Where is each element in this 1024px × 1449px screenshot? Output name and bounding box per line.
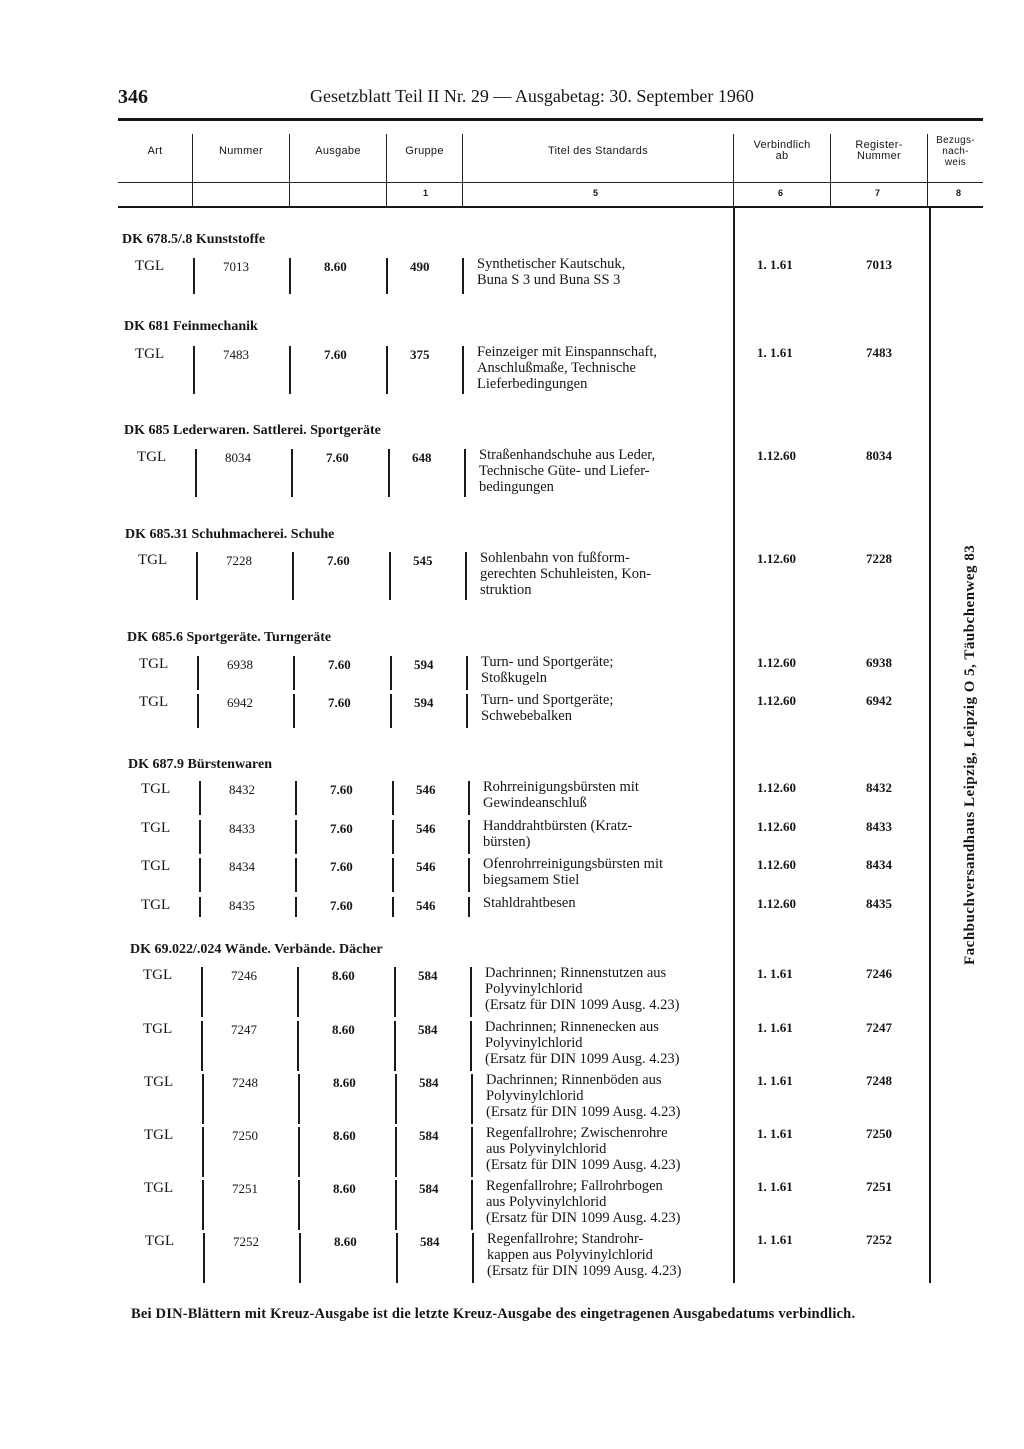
column-number-titel: 5 bbox=[593, 188, 599, 198]
column-header-bezugsnachweis: Bezugs- nach- weis bbox=[936, 134, 975, 168]
section-title: DK 687.9 Bürstenwaren bbox=[128, 757, 273, 772]
publisher-imprint: Fachbuchversandhaus Leipzig, Leipzig O 5, Täubchenweg 83 bbox=[962, 544, 978, 965]
cell-art: TGL bbox=[143, 1021, 173, 1037]
column-header-nummer: Nummer bbox=[219, 144, 263, 157]
cell-art: TGL bbox=[144, 1074, 174, 1090]
cell-ausgabe: 8.60 bbox=[333, 1075, 356, 1090]
row-bar bbox=[386, 258, 388, 294]
cell-titel: Dachrinnen; Rinnenstutzen aus Polyvinylchlorid (Ersatz für DIN 1099 Ausg. 4.23) bbox=[485, 965, 680, 1013]
cell-register: 7013 bbox=[866, 257, 892, 272]
row-bar bbox=[202, 1074, 204, 1124]
row-bar bbox=[394, 1021, 396, 1071]
cell-titel: Handdrahtbürsten (Kratz- bürsten) bbox=[483, 818, 633, 850]
cell-nummer: 8432 bbox=[229, 782, 255, 797]
row-bar bbox=[199, 858, 201, 892]
row-bar bbox=[293, 656, 295, 690]
cell-art: TGL bbox=[141, 858, 171, 874]
cell-gruppe: 584 bbox=[418, 968, 438, 983]
page-title: Gesetzblatt Teil II Nr. 29 — Ausgabetag: 30. September 1960 bbox=[310, 86, 754, 106]
cell-art: TGL bbox=[137, 449, 167, 465]
cell-gruppe: 648 bbox=[412, 450, 432, 465]
cell-nummer: 7013 bbox=[223, 259, 249, 274]
cell-register: 7250 bbox=[866, 1126, 892, 1141]
column-line-bezugsnachweis bbox=[929, 208, 931, 1283]
row-bar bbox=[299, 1233, 301, 1283]
cell-titel: Turn- und Sportgeräte; Stoßkugeln bbox=[481, 654, 614, 686]
cell-ausgabe: 8.60 bbox=[334, 1234, 357, 1249]
row-bar bbox=[297, 1021, 299, 1071]
cell-nummer: 8434 bbox=[229, 859, 255, 874]
row-bar bbox=[291, 449, 293, 497]
cell-ausgabe: 8.60 bbox=[332, 968, 355, 983]
cell-titel: Regenfallrohre; Zwischenrohre aus Polyvinylchlorid (Ersatz für DIN 1099 Ausg. 4.23) bbox=[486, 1125, 681, 1173]
cell-verbindlich: 1.12.60 bbox=[757, 780, 796, 795]
row-bar bbox=[392, 858, 394, 892]
row-bar bbox=[197, 656, 199, 690]
cell-register: 7251 bbox=[866, 1179, 892, 1194]
cell-nummer: 7250 bbox=[232, 1128, 258, 1143]
cell-nummer: 7251 bbox=[232, 1181, 258, 1196]
row-bar bbox=[392, 781, 394, 815]
column-header-register: Register- Nummer bbox=[855, 139, 903, 162]
row-bar bbox=[201, 967, 203, 1017]
column-header-ausgabe: Ausgabe bbox=[315, 144, 361, 157]
cell-verbindlich: 1. 1.61 bbox=[757, 257, 793, 272]
row-bar bbox=[197, 694, 199, 728]
cell-verbindlich: 1.12.60 bbox=[757, 448, 796, 463]
cell-art: TGL bbox=[143, 967, 173, 983]
column-number-row bbox=[118, 184, 983, 204]
row-bar bbox=[468, 820, 470, 854]
row-bar bbox=[199, 781, 201, 815]
cell-titel: Sohlenbahn von fußform- gerechten Schuhleisten, Kon- struktion bbox=[480, 550, 652, 598]
column-header-row bbox=[118, 122, 983, 180]
row-bar bbox=[289, 258, 291, 294]
row-bar bbox=[395, 1180, 397, 1230]
cell-nummer: 8435 bbox=[229, 898, 255, 913]
cell-ausgabe: 7.60 bbox=[330, 898, 353, 913]
cell-ausgabe: 8.60 bbox=[324, 259, 347, 274]
cell-titel: Feinzeiger mit Einspannschaft, Anschlußmaße, Technische Lieferbedingungen bbox=[477, 344, 657, 392]
cell-ausgabe: 7.60 bbox=[328, 657, 351, 672]
row-bar bbox=[462, 346, 464, 394]
row-bar bbox=[298, 1127, 300, 1177]
row-bar bbox=[462, 258, 464, 294]
cell-titel: Straßenhandschuhe aus Leder, Technische Güte- und Liefer- bedingungen bbox=[479, 447, 656, 495]
cell-nummer: 7483 bbox=[223, 347, 249, 362]
cell-register: 8034 bbox=[866, 448, 892, 463]
cell-ausgabe: 7.60 bbox=[326, 450, 349, 465]
section-title: DK 685.31 Schuhmacherei. Schuhe bbox=[125, 527, 335, 542]
row-bar bbox=[392, 820, 394, 854]
row-bar bbox=[468, 858, 470, 892]
cell-gruppe: 546 bbox=[416, 821, 436, 836]
cell-titel: Synthetischer Kautschuk, Buna S 3 und Buna SS 3 bbox=[477, 256, 626, 288]
cell-verbindlich: 1. 1.61 bbox=[757, 1073, 793, 1088]
cell-gruppe: 594 bbox=[414, 695, 434, 710]
section-title: DK 681 Feinmechanik bbox=[124, 319, 258, 334]
row-bar bbox=[298, 1180, 300, 1230]
cell-verbindlich: 1. 1.61 bbox=[757, 1126, 793, 1141]
cell-gruppe: 546 bbox=[416, 859, 436, 874]
column-header-gruppe: Gruppe bbox=[405, 144, 444, 157]
cell-register: 7483 bbox=[866, 345, 892, 360]
row-bar bbox=[295, 781, 297, 815]
row-bar bbox=[293, 694, 295, 728]
row-bar bbox=[464, 449, 466, 497]
cell-nummer: 7246 bbox=[231, 968, 257, 983]
row-bar bbox=[193, 346, 195, 394]
row-bar bbox=[295, 897, 297, 917]
row-bar bbox=[298, 1074, 300, 1124]
cell-nummer: 7228 bbox=[226, 553, 252, 568]
cell-verbindlich: 1. 1.61 bbox=[757, 1020, 793, 1035]
column-number-bezugsnachweis: 8 bbox=[956, 188, 962, 198]
row-bar bbox=[395, 1127, 397, 1177]
header-mid-rule bbox=[118, 182, 983, 183]
column-header-titel: Titel des Standards bbox=[547, 144, 649, 157]
row-bar bbox=[295, 858, 297, 892]
cell-nummer: 7248 bbox=[232, 1075, 258, 1090]
cell-titel: Ofenrohrreinigungsbürsten mit biegsamem Stiel bbox=[483, 856, 664, 888]
section-title: DK 685.6 Sportgeräte. Turngeräte bbox=[127, 630, 332, 645]
cell-verbindlich: 1. 1.61 bbox=[757, 1232, 793, 1247]
cell-register: 7246 bbox=[866, 966, 892, 981]
cell-ausgabe: 8.60 bbox=[332, 1022, 355, 1037]
cell-register: 8434 bbox=[866, 857, 892, 872]
section-title: DK 685 Lederwaren. Sattlerei. Sportgeräte bbox=[124, 423, 381, 438]
cell-ausgabe: 7.60 bbox=[328, 695, 351, 710]
cell-verbindlich: 1.12.60 bbox=[757, 857, 796, 872]
row-bar bbox=[465, 552, 467, 600]
cell-art: TGL bbox=[144, 1180, 174, 1196]
cell-titel: Regenfallrohre; Standrohr- kappen aus Polyvinylchlorid (Ersatz für DIN 1099 Ausg. 4.23) bbox=[487, 1231, 682, 1279]
cell-art: TGL bbox=[135, 258, 165, 274]
row-bar bbox=[472, 1233, 474, 1283]
cell-register: 6938 bbox=[866, 655, 892, 670]
row-bar bbox=[471, 1074, 473, 1124]
cell-ausgabe: 7.60 bbox=[327, 553, 350, 568]
section-title: DK 678.5/.8 Kunststoffe bbox=[122, 232, 266, 247]
cell-titel: Stahldrahtbesen bbox=[483, 895, 576, 911]
row-bar bbox=[195, 449, 197, 497]
row-bar bbox=[466, 656, 468, 690]
cell-titel: Rohrreinigungsbürsten mit Gewindeanschluß bbox=[483, 779, 639, 811]
cell-nummer: 8034 bbox=[225, 450, 251, 465]
footnote: Bei DIN-Blättern mit Kreuz-Ausgabe ist die letzte Kreuz-Ausgabe des eingetragenen Ausgabedatums verbindlich. bbox=[131, 1306, 856, 1322]
row-bar bbox=[196, 552, 198, 600]
cell-gruppe: 584 bbox=[419, 1075, 439, 1090]
row-bar bbox=[389, 552, 391, 600]
cell-register: 7247 bbox=[866, 1020, 892, 1035]
cell-art: TGL bbox=[139, 656, 169, 672]
cell-verbindlich: 1.12.60 bbox=[757, 693, 796, 708]
cell-titel: Dachrinnen; Rinnenecken aus Polyvinylchlorid (Ersatz für DIN 1099 Ausg. 4.23) bbox=[485, 1019, 680, 1067]
row-bar bbox=[390, 694, 392, 728]
row-bar bbox=[392, 897, 394, 917]
cell-nummer: 8433 bbox=[229, 821, 255, 836]
cell-verbindlich: 1.12.60 bbox=[757, 551, 796, 566]
row-bar bbox=[202, 1127, 204, 1177]
cell-gruppe: 546 bbox=[416, 898, 436, 913]
row-bar bbox=[470, 1021, 472, 1071]
cell-ausgabe: 7.60 bbox=[324, 347, 347, 362]
page-header bbox=[118, 86, 808, 114]
cell-ausgabe: 7.60 bbox=[330, 859, 353, 874]
cell-gruppe: 584 bbox=[420, 1234, 440, 1249]
section-title: DK 69.022/.024 Wände. Verbände. Dächer bbox=[130, 942, 383, 957]
cell-ausgabe: 7.60 bbox=[330, 821, 353, 836]
cell-art: TGL bbox=[135, 346, 165, 362]
cell-gruppe: 584 bbox=[419, 1128, 439, 1143]
cell-art: TGL bbox=[144, 1127, 174, 1143]
row-bar bbox=[292, 552, 294, 600]
column-header-verbindlich: Verbindlich ab bbox=[753, 139, 811, 162]
cell-titel: Turn- und Sportgeräte; Schwebebalken bbox=[481, 692, 614, 724]
row-bar bbox=[394, 967, 396, 1017]
cell-gruppe: 594 bbox=[414, 657, 434, 672]
cell-verbindlich: 1.12.60 bbox=[757, 655, 796, 670]
cell-verbindlich: 1. 1.61 bbox=[757, 1179, 793, 1194]
cell-art: TGL bbox=[145, 1233, 175, 1249]
cell-ausgabe: 8.60 bbox=[333, 1128, 356, 1143]
column-number-register: 7 bbox=[875, 188, 881, 198]
header-bottom-rule bbox=[118, 206, 983, 208]
cell-art: TGL bbox=[138, 552, 168, 568]
row-bar bbox=[471, 1127, 473, 1177]
column-header-art: Art bbox=[147, 144, 163, 157]
row-bar bbox=[193, 258, 195, 294]
row-bar bbox=[468, 781, 470, 815]
cell-art: TGL bbox=[139, 694, 169, 710]
row-bar bbox=[199, 820, 201, 854]
row-bar bbox=[295, 820, 297, 854]
column-number-verbindlich: 6 bbox=[778, 188, 784, 198]
row-bar bbox=[470, 967, 472, 1017]
row-bar bbox=[202, 1180, 204, 1230]
cell-gruppe: 584 bbox=[419, 1181, 439, 1196]
row-bar bbox=[203, 1233, 205, 1283]
cell-ausgabe: 8.60 bbox=[333, 1181, 356, 1196]
cell-register: 8432 bbox=[866, 780, 892, 795]
cell-gruppe: 545 bbox=[413, 553, 433, 568]
row-bar bbox=[297, 967, 299, 1017]
row-bar bbox=[386, 346, 388, 394]
cell-register: 7252 bbox=[866, 1232, 892, 1247]
cell-nummer: 7247 bbox=[231, 1022, 257, 1037]
row-bar bbox=[390, 656, 392, 690]
cell-gruppe: 584 bbox=[418, 1022, 438, 1037]
cell-art: TGL bbox=[141, 897, 171, 913]
cell-register: 8433 bbox=[866, 819, 892, 834]
cell-art: TGL bbox=[141, 820, 171, 836]
row-bar bbox=[201, 1021, 203, 1071]
cell-titel: Dachrinnen; Rinnenböden aus Polyvinylchlorid (Ersatz für DIN 1099 Ausg. 4.23) bbox=[486, 1072, 681, 1120]
page-number: 346 bbox=[118, 86, 148, 108]
row-bar bbox=[388, 449, 390, 497]
cell-nummer: 7252 bbox=[233, 1234, 259, 1249]
cell-ausgabe: 7.60 bbox=[330, 782, 353, 797]
header-rule bbox=[118, 118, 983, 121]
cell-verbindlich: 1. 1.61 bbox=[757, 966, 793, 981]
cell-register: 7228 bbox=[866, 551, 892, 566]
row-bar bbox=[471, 1180, 473, 1230]
row-bar bbox=[468, 897, 470, 917]
cell-gruppe: 375 bbox=[410, 347, 430, 362]
cell-verbindlich: 1.12.60 bbox=[757, 819, 796, 834]
cell-gruppe: 490 bbox=[410, 259, 430, 274]
row-bar bbox=[199, 897, 201, 917]
cell-register: 7248 bbox=[866, 1073, 892, 1088]
cell-register: 8435 bbox=[866, 896, 892, 911]
cell-verbindlich: 1.12.60 bbox=[757, 896, 796, 911]
cell-titel: Regenfallrohre; Fallrohrbogen aus Polyvinylchlorid (Ersatz für DIN 1099 Ausg. 4.23) bbox=[486, 1178, 681, 1226]
cell-nummer: 6938 bbox=[227, 657, 253, 672]
column-number-gruppe: 1 bbox=[423, 188, 429, 198]
cell-gruppe: 546 bbox=[416, 782, 436, 797]
cell-register: 6942 bbox=[866, 693, 892, 708]
row-bar bbox=[395, 1074, 397, 1124]
cell-nummer: 6942 bbox=[227, 695, 253, 710]
cell-art: TGL bbox=[141, 781, 171, 797]
row-bar bbox=[466, 694, 468, 728]
cell-verbindlich: 1. 1.61 bbox=[757, 345, 793, 360]
row-bar bbox=[289, 346, 291, 394]
row-bar bbox=[396, 1233, 398, 1283]
